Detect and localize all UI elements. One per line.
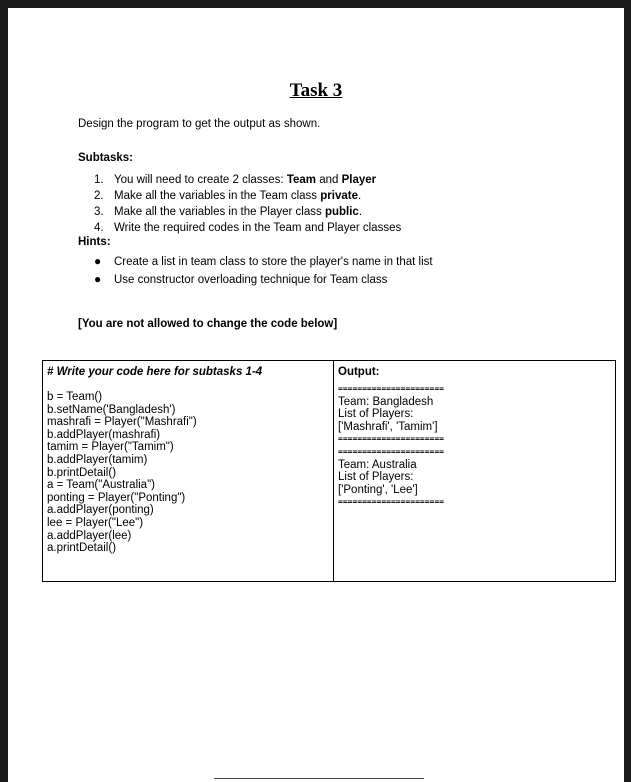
- output-separator: ======================: [338, 497, 444, 507]
- hints-list: [94, 253, 433, 289]
- subtask-item: 3. Make all the variables in the Player class public.: [94, 206, 363, 218]
- output-separator: ======================: [338, 384, 444, 393]
- code-line: a.addPlayer(lee): [47, 529, 132, 542]
- code-block: [43, 382, 333, 555]
- hint-item: ● Use constructor overloading technique for Team class: [94, 272, 388, 286]
- output-heading: Output:: [338, 366, 380, 378]
- code-cell: [43, 361, 334, 582]
- output-line: Team: Australia: [338, 458, 417, 471]
- code-line: a.printDetail(): [47, 542, 117, 555]
- code-line: tamim = Player("Tamim"): [47, 441, 174, 454]
- code-line: lee = Player("Lee"): [47, 516, 144, 529]
- code-line: b.addPlayer(tamim): [47, 453, 148, 466]
- subtasks-heading: Subtasks:: [78, 152, 133, 164]
- code-line: a.addPlayer(ponting): [47, 504, 154, 517]
- code-table: [42, 360, 616, 582]
- code-line: b = Team(): [47, 391, 103, 403]
- subtask-item: 4. Write the required codes in the Team and Player classes: [94, 222, 402, 234]
- output-separator: ======================: [338, 434, 444, 444]
- document-page: [8, 8, 624, 782]
- output-line: Team: Bangladesh: [338, 395, 434, 408]
- output-block: [334, 382, 615, 509]
- code-heading: # Write your code here for subtasks 1-4: [47, 366, 263, 378]
- code-line: b.addPlayer(mashrafi): [47, 428, 161, 441]
- output-cell: [334, 361, 616, 582]
- footer-rule: [214, 778, 424, 779]
- task-title: Task 3: [289, 80, 343, 101]
- code-line: a = Team("Australia"): [47, 479, 155, 492]
- subtasks-list: [94, 172, 401, 236]
- notice-text: [You are not allowed to change the code below]: [78, 318, 338, 330]
- bullet-icon: ●: [94, 254, 102, 268]
- hints-heading: Hints:: [78, 236, 111, 248]
- output-line: ['Mashrafi', 'Tamim']: [338, 420, 438, 433]
- subtask-item: 1. You will need to create 2 classes: Team and Player: [94, 174, 377, 186]
- code-line: ponting = Player("Ponting"): [47, 491, 186, 504]
- hint-item: ● Create a list in team class to store the player's name in that list: [94, 254, 433, 268]
- code-line: mashrafi = Player("Mashrafi"): [47, 416, 197, 429]
- subtask-item: 2. Make all the variables in the Team class private.: [94, 190, 362, 202]
- output-line: List of Players:: [338, 471, 414, 484]
- code-line: b.setName('Bangladesh'): [47, 403, 176, 416]
- output-separator: ======================: [338, 446, 444, 456]
- output-line: List of Players:: [338, 408, 414, 421]
- bullet-icon: ●: [94, 272, 102, 286]
- code-line: b.printDetail(): [47, 466, 117, 479]
- intro-text: Design the program to get the output as shown.: [78, 118, 321, 130]
- output-line: ['Ponting', 'Lee']: [338, 483, 418, 496]
